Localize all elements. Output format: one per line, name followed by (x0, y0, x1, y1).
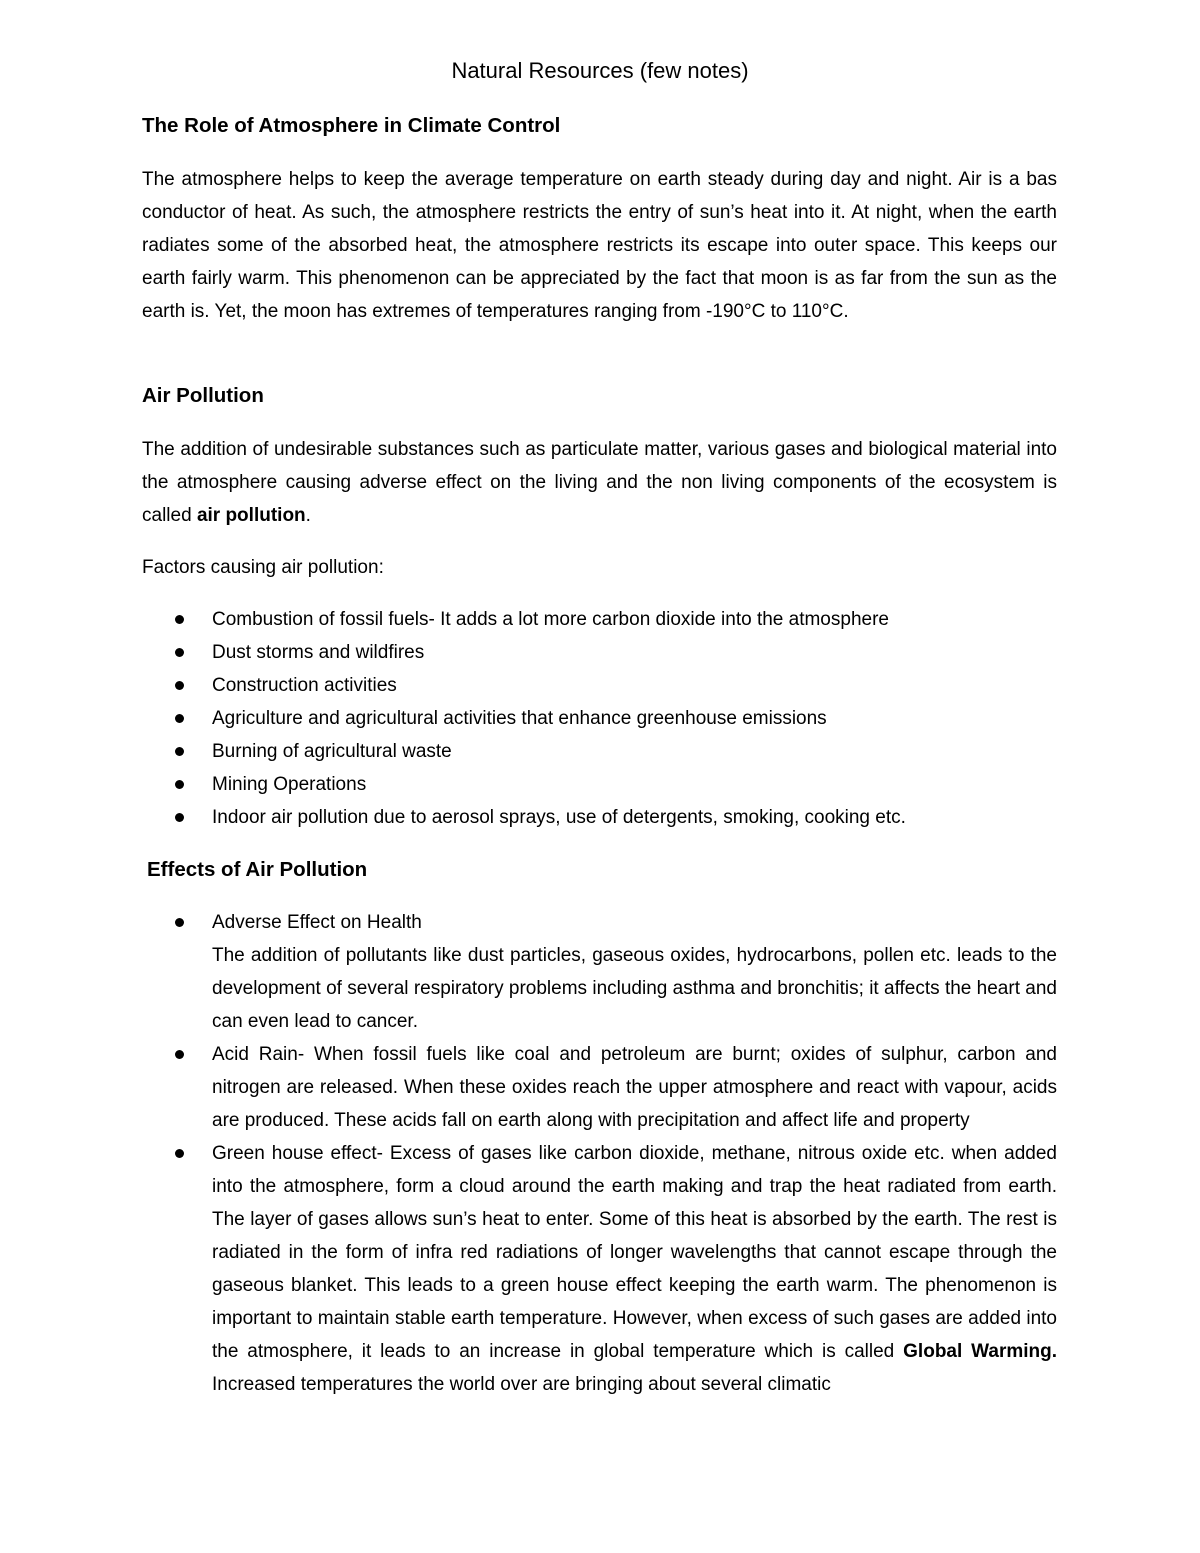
key-term-global-warming: Global Warming. (903, 1341, 1058, 1362)
bullet-icon (175, 681, 184, 690)
list-item (142, 735, 1057, 768)
bullet-icon (175, 780, 184, 789)
list-item (142, 768, 1057, 801)
list-item-text: Construction activities (212, 675, 397, 696)
paragraph-air-pollution (142, 433, 1057, 532)
effect-title: Adverse Effect on Health (212, 912, 422, 933)
list-item-text: Dust storms and wildfires (212, 642, 425, 663)
effect-description: Acid Rain- When fossil fuels like coal and petroleum are burnt; oxides of sulphur, carbon and nitrogen are released. When these oxides reach the upper atmosphere and react with vapour, acids are produced. These acids fall on earth along with precipitation and affect life and property (212, 1044, 1057, 1131)
list-item (142, 1137, 1057, 1401)
list-item-text: Mining Operations (212, 774, 367, 795)
bullet-icon (175, 1149, 184, 1158)
list-item-text: Agriculture and agricultural activities that enhance greenhouse emissions (212, 708, 827, 729)
effect-description: The addition of pollutants like dust particles, gaseous oxides, hydrocarbons, pollen etc. leads to the development of several respiratory problems including asthma and bronchitis; it affects the heart and can even lead to cancer. (212, 945, 1057, 1032)
effect-description: Green house effect- Excess of gases like carbon dioxide, methane, nitrous oxide etc. when added into the atmosphere, form a cloud around the earth making and trap the heat radiated from earth. The layer of gases allows sun’s heat to enter. Some of this heat is absorbed by the earth. The rest is radiated in the form of infra red radiations of longer wavelengths that cannot escape through the gaseous blanket. This leads to a green house effect keeping the earth warm. The phenomenon is important to maintain stable earth temperature. However, when excess of such gases are added into the atmosphere, it leads to an increase in global temperature which is called (212, 1143, 1057, 1362)
list-item-text: Combustion of fossil fuels- It adds a lot more carbon dioxide into the atmosphere (212, 609, 889, 630)
bullet-icon (175, 615, 184, 624)
section-heading-air-pollution: Air Pollution (142, 384, 264, 407)
bullet-icon (175, 813, 184, 822)
list-item (142, 702, 1057, 735)
section-heading-effects: Effects of Air Pollution (147, 858, 368, 881)
paragraph-text: The addition of undesirable substances such as particulate matter, various gases and biological material into the atmosphere causing adverse effect on the living and the non living components of the ecosystem is called (142, 439, 1057, 526)
bullet-icon (175, 918, 184, 927)
section-heading-atmosphere: The Role of Atmosphere in Climate Control (142, 114, 561, 137)
list-item (142, 636, 1057, 669)
list-item (142, 906, 1057, 1038)
list-item (142, 669, 1057, 702)
factors-list (142, 603, 1057, 834)
list-item-text: Indoor air pollution due to aerosol sprays, use of detergents, smoking, cooking etc. (212, 807, 906, 828)
bullet-icon (175, 1050, 184, 1059)
effect-description-continued: Increased temperatures the world over are bringing about several climatic (212, 1374, 831, 1395)
bullet-icon (175, 747, 184, 756)
paragraph-punctuation: . (305, 505, 311, 526)
paragraph-atmosphere: The atmosphere helps to keep the average temperature on earth steady during day and night. Air is a bas conductor of heat. As such, the atmosphere restricts the entry of sun’s heat into it. At night, when the earth radiates some of the absorbed heat, the atmosphere restricts its escape into outer space. This keeps our earth fairly warm. This phenomenon can be appreciated by the fact that moon is as far from the sun as the earth is. Yet, the moon has extremes of temperatures ranging from -190°C to 110°C. (142, 169, 1057, 322)
list-item (142, 1038, 1057, 1137)
effects-list (142, 906, 1057, 1401)
factors-intro: Factors causing air pollution: (142, 557, 384, 578)
bullet-icon (175, 648, 184, 657)
document-title: Natural Resources (few notes) (451, 58, 749, 83)
list-item (142, 801, 1057, 834)
list-item (142, 603, 1057, 636)
bullet-icon (175, 714, 184, 723)
list-item-text: Burning of agricultural waste (212, 741, 452, 762)
key-term-air-pollution: air pollution (196, 505, 306, 526)
